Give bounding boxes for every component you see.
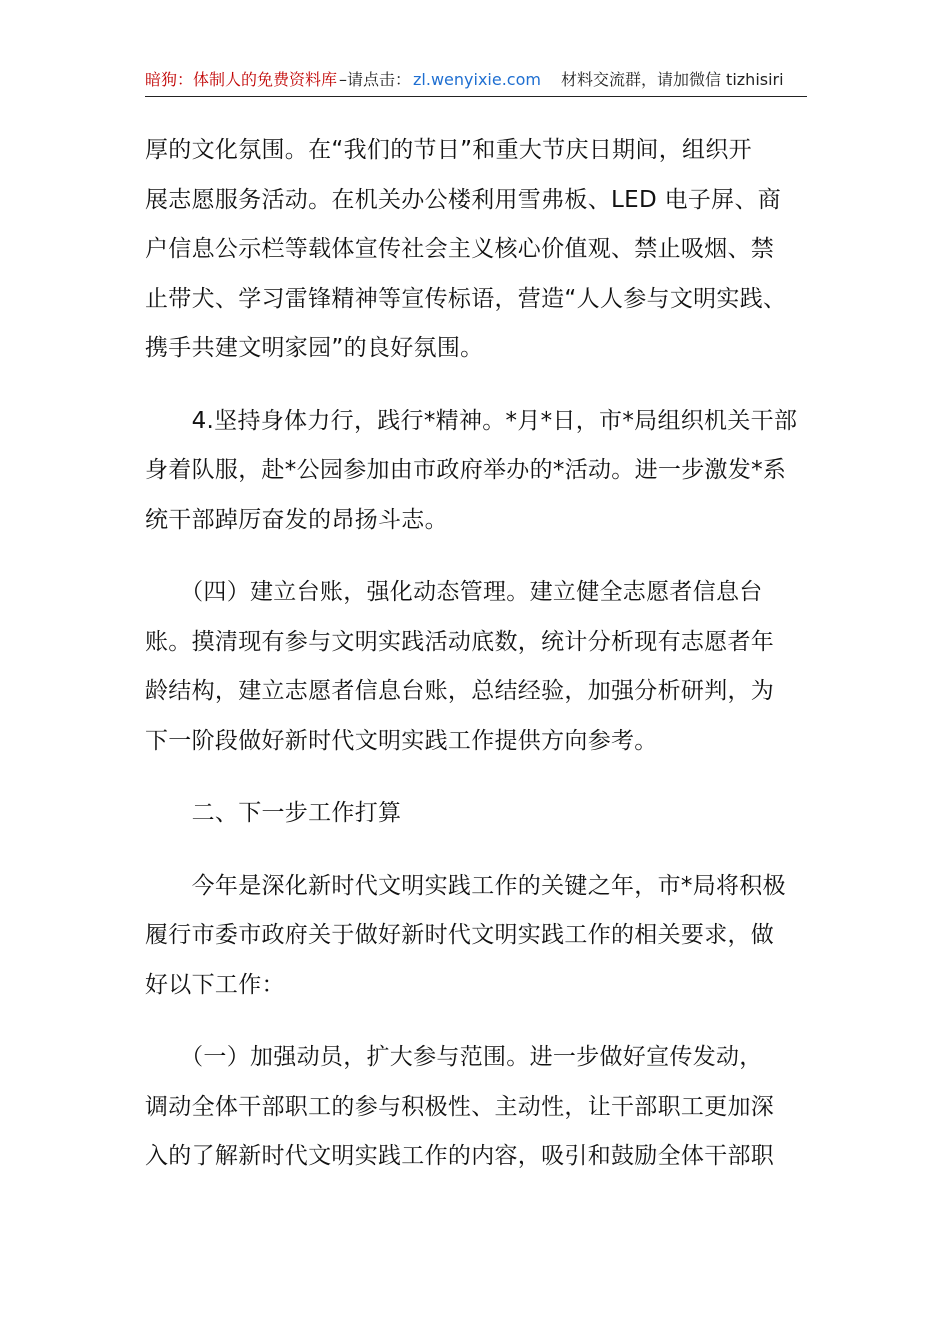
header-brand: 暗狗：体制人的免费资料库 <box>145 70 338 89</box>
text-line: 龄结构，建立志愿者信息台账，总结经验，加强分析研判，为 <box>145 678 775 704</box>
paragraph-section-1 <box>145 1033 807 1182</box>
header-group-note: 材料交流群，请加微信 tizhisiri <box>560 70 784 89</box>
text-line: 统干部踔厉奋发的昂扬斗志。 <box>145 506 448 533</box>
paragraph-item-4 <box>145 397 807 546</box>
paragraph-culture-atmosphere <box>145 126 807 374</box>
text-line: 厚的文化氛围。在“我们的节日”和重大节庆日期间，组织开 <box>145 137 752 163</box>
text-line: 户信息公示栏等载体宣传社会主义核心价值观、禁止吸烟、禁 <box>145 236 775 262</box>
text-line: 履行市委市政府关于做好新时代文明实践工作的相关要求，做 <box>145 922 775 948</box>
text-line: 4.坚持身体力行，践行*精神。*月*日，市*局组织机关干部 <box>145 407 798 434</box>
text-line: 调动全体干部职工的参与积极性、主动性，让干部职工更加深 <box>145 1093 775 1120</box>
text-line: （一）加强动员，扩大参与范围。进一步做好宣传发动， <box>145 1044 763 1070</box>
text-line: 入的了解新时代文明实践工作的内容，吸引和鼓励全体干部职 <box>145 1143 775 1169</box>
text-line: 展志愿服务活动。在机关办公楼利用雪弗板、LED 电子屏、商 <box>145 186 782 213</box>
header-click-prompt: –请点击： <box>339 70 412 89</box>
text-line: 止带犬、学习雷锋精神等宣传标语，营造“人人参与文明实践、 <box>145 285 787 312</box>
text-line: 身着队服，赴*公园参加由市政府举办的*活动。进一步激发*系 <box>145 457 787 483</box>
document-body <box>145 126 807 1205</box>
text-line: 二、下一步工作打算 <box>145 800 402 826</box>
header-link[interactable]: zl.wenyixie.com <box>413 70 541 89</box>
page-header <box>145 68 807 97</box>
paragraph-this-year <box>145 862 807 1011</box>
text-line: 下一阶段做好新时代文明实践工作提供方向参考。 <box>145 727 658 754</box>
text-line: 账。摸清现有参与文明实践活动底数，统计分析现有志愿者年 <box>145 628 775 655</box>
text-line: 今年是深化新时代文明实践工作的关键之年，市*局将积极 <box>145 872 786 899</box>
text-line: 携手共建文明家园”的良好氛围。 <box>145 335 484 361</box>
section-heading-next-steps <box>145 789 807 839</box>
text-line: 好以下工作： <box>145 971 285 998</box>
paragraph-section-4 <box>145 568 807 766</box>
text-line: （四）建立台账，强化动态管理。建立健全志愿者信息台 <box>145 579 763 605</box>
